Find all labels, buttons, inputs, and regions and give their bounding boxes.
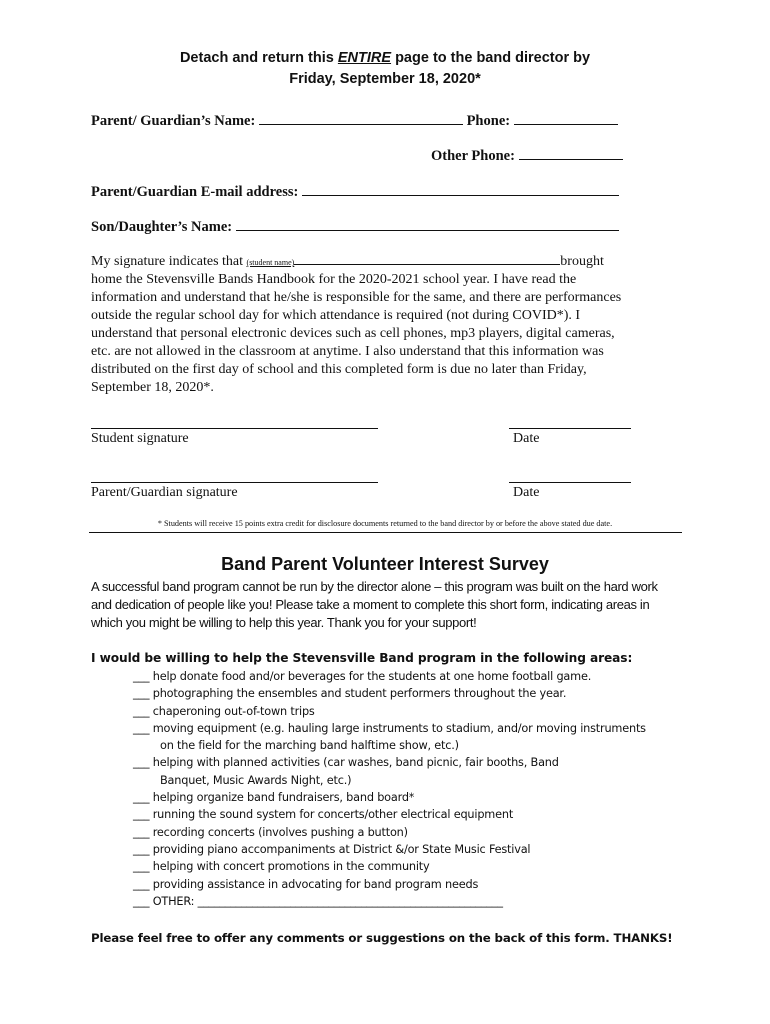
option-photography[interactable]: ___ photographing the ensembles and student performers throughout the year. bbox=[133, 687, 567, 701]
survey-intro-line: and dedication of people like you! Please take a moment to complete this short form, indicating areas in bbox=[91, 597, 650, 612]
email-row bbox=[91, 181, 619, 201]
other-phone-row bbox=[431, 145, 623, 165]
student-date-label: Date bbox=[513, 431, 540, 446]
phone-field[interactable] bbox=[514, 110, 618, 125]
other-phone-field[interactable] bbox=[519, 145, 623, 160]
agreement-lead: My signature indicates that bbox=[91, 254, 247, 269]
option-fundraisers[interactable]: ___ helping organize band fundraisers, band board* bbox=[133, 791, 415, 805]
option-food[interactable]: ___ help donate food and/or beverages for the students at one home football game. bbox=[133, 670, 592, 683]
extra-credit-footnote: * Students will receive 15 points extra credit for disclosure documents returned to the band director by or before the above stated due date. bbox=[157, 519, 613, 528]
option-promotions[interactable]: ___ helping with concert promotions in the community bbox=[133, 860, 430, 874]
survey-title: Band Parent Volunteer Interest Survey bbox=[221, 554, 549, 574]
closing-note: Please feel free to offer any comments or suggestions on the back of this form. THANKS! bbox=[91, 931, 673, 945]
option-moving-equipment[interactable]: ___ moving equipment (e.g. hauling large instruments to stadium, and/or moving instruments bbox=[133, 721, 646, 735]
student-signature-line[interactable] bbox=[91, 428, 378, 429]
survey-intro-line: which you might be willing to help this year. Thank you for your support! bbox=[91, 615, 477, 630]
child-name-label: Son/Daughter’s Name: bbox=[91, 219, 233, 235]
option-planned-activities[interactable]: ___ helping with planned activities (car washes, band picnic, fair booths, Band bbox=[133, 756, 559, 770]
parent-name-label: Parent/ Guardian’s Name: bbox=[91, 113, 256, 129]
section-divider bbox=[89, 532, 682, 533]
parent-name-field[interactable] bbox=[259, 110, 463, 125]
parent-date-line[interactable] bbox=[509, 482, 631, 483]
agreement-line: distributed on the first day of school and this completed form is due no later than Friday, bbox=[91, 362, 587, 377]
agreement-brought: brought bbox=[560, 254, 604, 269]
email-field[interactable] bbox=[302, 181, 619, 196]
option-moving-equipment-cont: on the field for the marching band halftime show, etc.) bbox=[160, 739, 459, 753]
agreement-line: etc. are not allowed in the classroom at anytime. I also understand that this information was bbox=[91, 344, 604, 359]
agreement-first-line bbox=[91, 253, 604, 272]
student-name-field[interactable] bbox=[294, 254, 560, 265]
header-text-after: page to the band director by bbox=[391, 50, 591, 66]
header-due-date: Friday, September 18, 2020* bbox=[289, 71, 481, 87]
phone-label: Phone: bbox=[466, 113, 511, 129]
other-phone-label: Other Phone: bbox=[431, 148, 515, 164]
option-advocacy[interactable]: ___ providing assistance in advocating for band program needs bbox=[133, 877, 479, 891]
student-date-line[interactable] bbox=[509, 428, 631, 429]
option-chaperone[interactable]: ___ chaperoning out-of-town trips bbox=[133, 704, 315, 718]
option-recording[interactable]: ___ recording concerts (involves pushing a button) bbox=[133, 825, 408, 839]
child-name-row bbox=[91, 216, 619, 236]
child-name-field[interactable] bbox=[236, 216, 619, 231]
student-signature-label: Student signature bbox=[91, 431, 189, 446]
entire-emphasis: ENTIRE bbox=[337, 50, 392, 66]
option-piano[interactable]: ___ providing piano accompaniments at District &/or State Music Festival bbox=[133, 842, 531, 856]
parent-signature-label: Parent/Guardian signature bbox=[91, 485, 238, 500]
parent-signature-line[interactable] bbox=[91, 482, 378, 483]
survey-intro-line: A successful band program cannot be run by the director alone – this program was built on the hard work bbox=[91, 579, 658, 594]
parent-name-row bbox=[91, 110, 618, 130]
option-other[interactable]: ___ OTHER: ________________________________________________________ bbox=[133, 894, 503, 908]
agreement-line: September 18, 2020*. bbox=[91, 380, 214, 395]
agreement-line: information and understand that he/she is responsible for the same, and there are performances bbox=[91, 290, 622, 305]
volunteer-options bbox=[133, 668, 693, 910]
option-planned-activities-cont: Banquet, Music Awards Night, etc.) bbox=[160, 773, 352, 787]
agreement-line: outside the regular school day for which attendance is required (not during COVID*). I bbox=[91, 308, 581, 323]
parent-date-label: Date bbox=[513, 485, 540, 500]
email-label: Parent/Guardian E-mail address: bbox=[91, 184, 299, 200]
header-line-1 bbox=[0, 50, 770, 66]
agreement-line: home the Stevensville Bands Handbook for the 2020-2021 school year. I have read the bbox=[91, 272, 577, 287]
agreement-line: understand that personal electronic devices such as cell phones, mp3 players, digital cameras, bbox=[91, 326, 615, 341]
willing-heading: I would be willing to help the Stevensville Band program in the following areas: bbox=[91, 651, 633, 665]
option-sound-system[interactable]: ___ running the sound system for concerts/other electrical equipment bbox=[133, 808, 514, 822]
student-name-hint: (student name) bbox=[246, 258, 295, 267]
header-text-before: Detach and return this bbox=[179, 50, 338, 66]
